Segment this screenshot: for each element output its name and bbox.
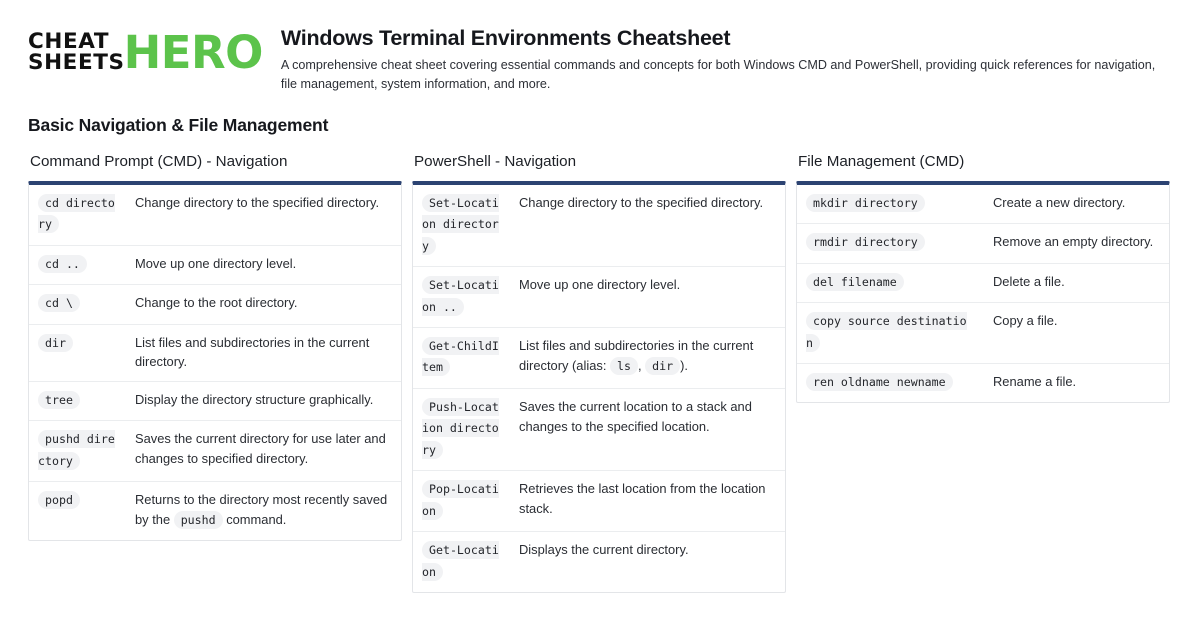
header-text-block (281, 22, 1172, 93)
columns-container (28, 152, 1172, 593)
logo-line-sheets: SHEETS (28, 49, 125, 75)
table-row (29, 285, 401, 324)
command-code-chip: mkdir directory (806, 194, 925, 212)
column-3 (796, 152, 1170, 404)
command-cell (29, 381, 121, 420)
command-code-chip: Set-Location directory (422, 195, 499, 253)
table-row (413, 185, 785, 267)
description-cell: Rename a file. (979, 364, 1169, 403)
command-cell (413, 471, 505, 532)
command-code-chip: Get-ChildItem (422, 339, 499, 375)
inline-code-chip: pushd (174, 511, 223, 529)
inline-code-chip: ls (610, 357, 638, 375)
table-row (797, 224, 1169, 263)
command-code-chip: dir (38, 334, 73, 352)
column-title: Command Prompt (CMD) - Navigation (30, 152, 288, 170)
command-code-chip: copy source destination (806, 314, 967, 350)
command-cell (797, 303, 979, 364)
command-code-chip: del filename (806, 273, 904, 291)
column-title: File Management (CMD) (798, 152, 965, 170)
command-cell (29, 421, 121, 482)
command-code-chip: Pop-Location (422, 482, 499, 518)
table-row (413, 328, 785, 389)
description-cell: Remove an empty directory. (979, 224, 1169, 263)
column-title: PowerShell - Navigation (414, 152, 577, 170)
logo-wordmark (28, 29, 125, 75)
command-table-card (796, 181, 1170, 404)
command-cell (413, 267, 505, 328)
command-cell (413, 185, 505, 267)
command-code-chip: cd directory (38, 195, 115, 232)
table-row (797, 303, 1169, 364)
command-cell (413, 388, 505, 470)
description-cell: Move up one directory level. (505, 267, 785, 328)
command-cell (29, 185, 121, 245)
command-table-card (412, 181, 786, 593)
description-cell: List files and subdirectories in the current directory. (121, 324, 401, 381)
logo-line-cheat: CHEAT (28, 29, 110, 55)
description-cell: Saves the current location to a stack and changes to the specified location. (505, 388, 785, 470)
command-code-chip: pushd directory (38, 432, 115, 468)
table-row (797, 185, 1169, 224)
description-cell: Move up one directory level. (121, 245, 401, 284)
command-cell (29, 482, 121, 541)
command-code-chip: ren oldname newname (806, 373, 953, 391)
description-cell: Change to the root directory. (121, 285, 401, 324)
inline-code-chip: dir (645, 357, 680, 375)
page-header (28, 22, 1172, 93)
command-code-chip: Push-Location directory (422, 399, 499, 457)
command-code-chip: tree (38, 391, 80, 409)
table-row (413, 267, 785, 328)
description-cell: Returns to the directory most recently saved by the pushd command. (121, 482, 401, 541)
command-cell (797, 185, 979, 224)
description-cell: Saves the current directory for use later and changes to specified directory. (121, 421, 401, 482)
command-code-chip: cd .. (38, 255, 87, 273)
description-cell: Retrieves the last location from the location stack. (505, 471, 785, 532)
description-cell: Create a new directory. (993, 194, 1126, 210)
table-row (29, 482, 401, 541)
command-code-chip: Get-Location (422, 543, 499, 579)
table-row (413, 388, 785, 470)
description-cell: List files and subdirectories in the current directory (alias: ls , dir ). (505, 328, 785, 389)
command-cell (29, 285, 121, 324)
command-code-chip: rmdir directory (806, 233, 925, 251)
command-table-card (28, 181, 402, 541)
command-cell (797, 263, 979, 302)
description-cell: Displays the current directory. (505, 532, 785, 592)
cheatsheets-hero-logo (28, 22, 263, 79)
table-row (797, 364, 1169, 403)
table-row (797, 263, 1169, 302)
command-cell (797, 224, 979, 263)
command-table (413, 185, 785, 592)
command-cell (413, 532, 505, 592)
table-row (29, 421, 401, 482)
table-row (413, 471, 785, 532)
column-2 (412, 152, 786, 593)
table-row (29, 381, 401, 420)
column-1 (28, 152, 402, 541)
section-title: Basic Navigation & File Management (28, 114, 329, 135)
command-table (797, 185, 1169, 403)
description-cell: Change directory to the specified directory. (519, 194, 764, 210)
command-code-chip: Set-Location .. (422, 278, 499, 314)
table-row (413, 532, 785, 592)
command-cell (29, 245, 121, 284)
table-row (29, 185, 401, 245)
command-cell (797, 364, 979, 403)
command-cell (413, 328, 505, 389)
description-cell: Copy a file. (979, 303, 1169, 364)
command-code-chip: cd \ (38, 294, 80, 312)
table-row (29, 324, 401, 381)
description-cell: Change directory to the specified directory. (135, 194, 380, 210)
page-title: Windows Terminal Environments Cheatsheet (280, 26, 731, 50)
description-cell: Display the directory structure graphically. (121, 381, 401, 420)
command-cell (29, 324, 121, 381)
logo-word-hero: HERO (123, 26, 263, 79)
table-row (29, 245, 401, 284)
description-cell: Delete a file. (979, 263, 1169, 302)
command-code-chip: popd (38, 491, 80, 509)
page-subtitle: A comprehensive cheat sheet covering essential commands and concepts for both Windows CMD and PowerShell, providing quick references for navigation, file management, system information, and more. (280, 58, 1156, 91)
command-table (29, 185, 401, 540)
